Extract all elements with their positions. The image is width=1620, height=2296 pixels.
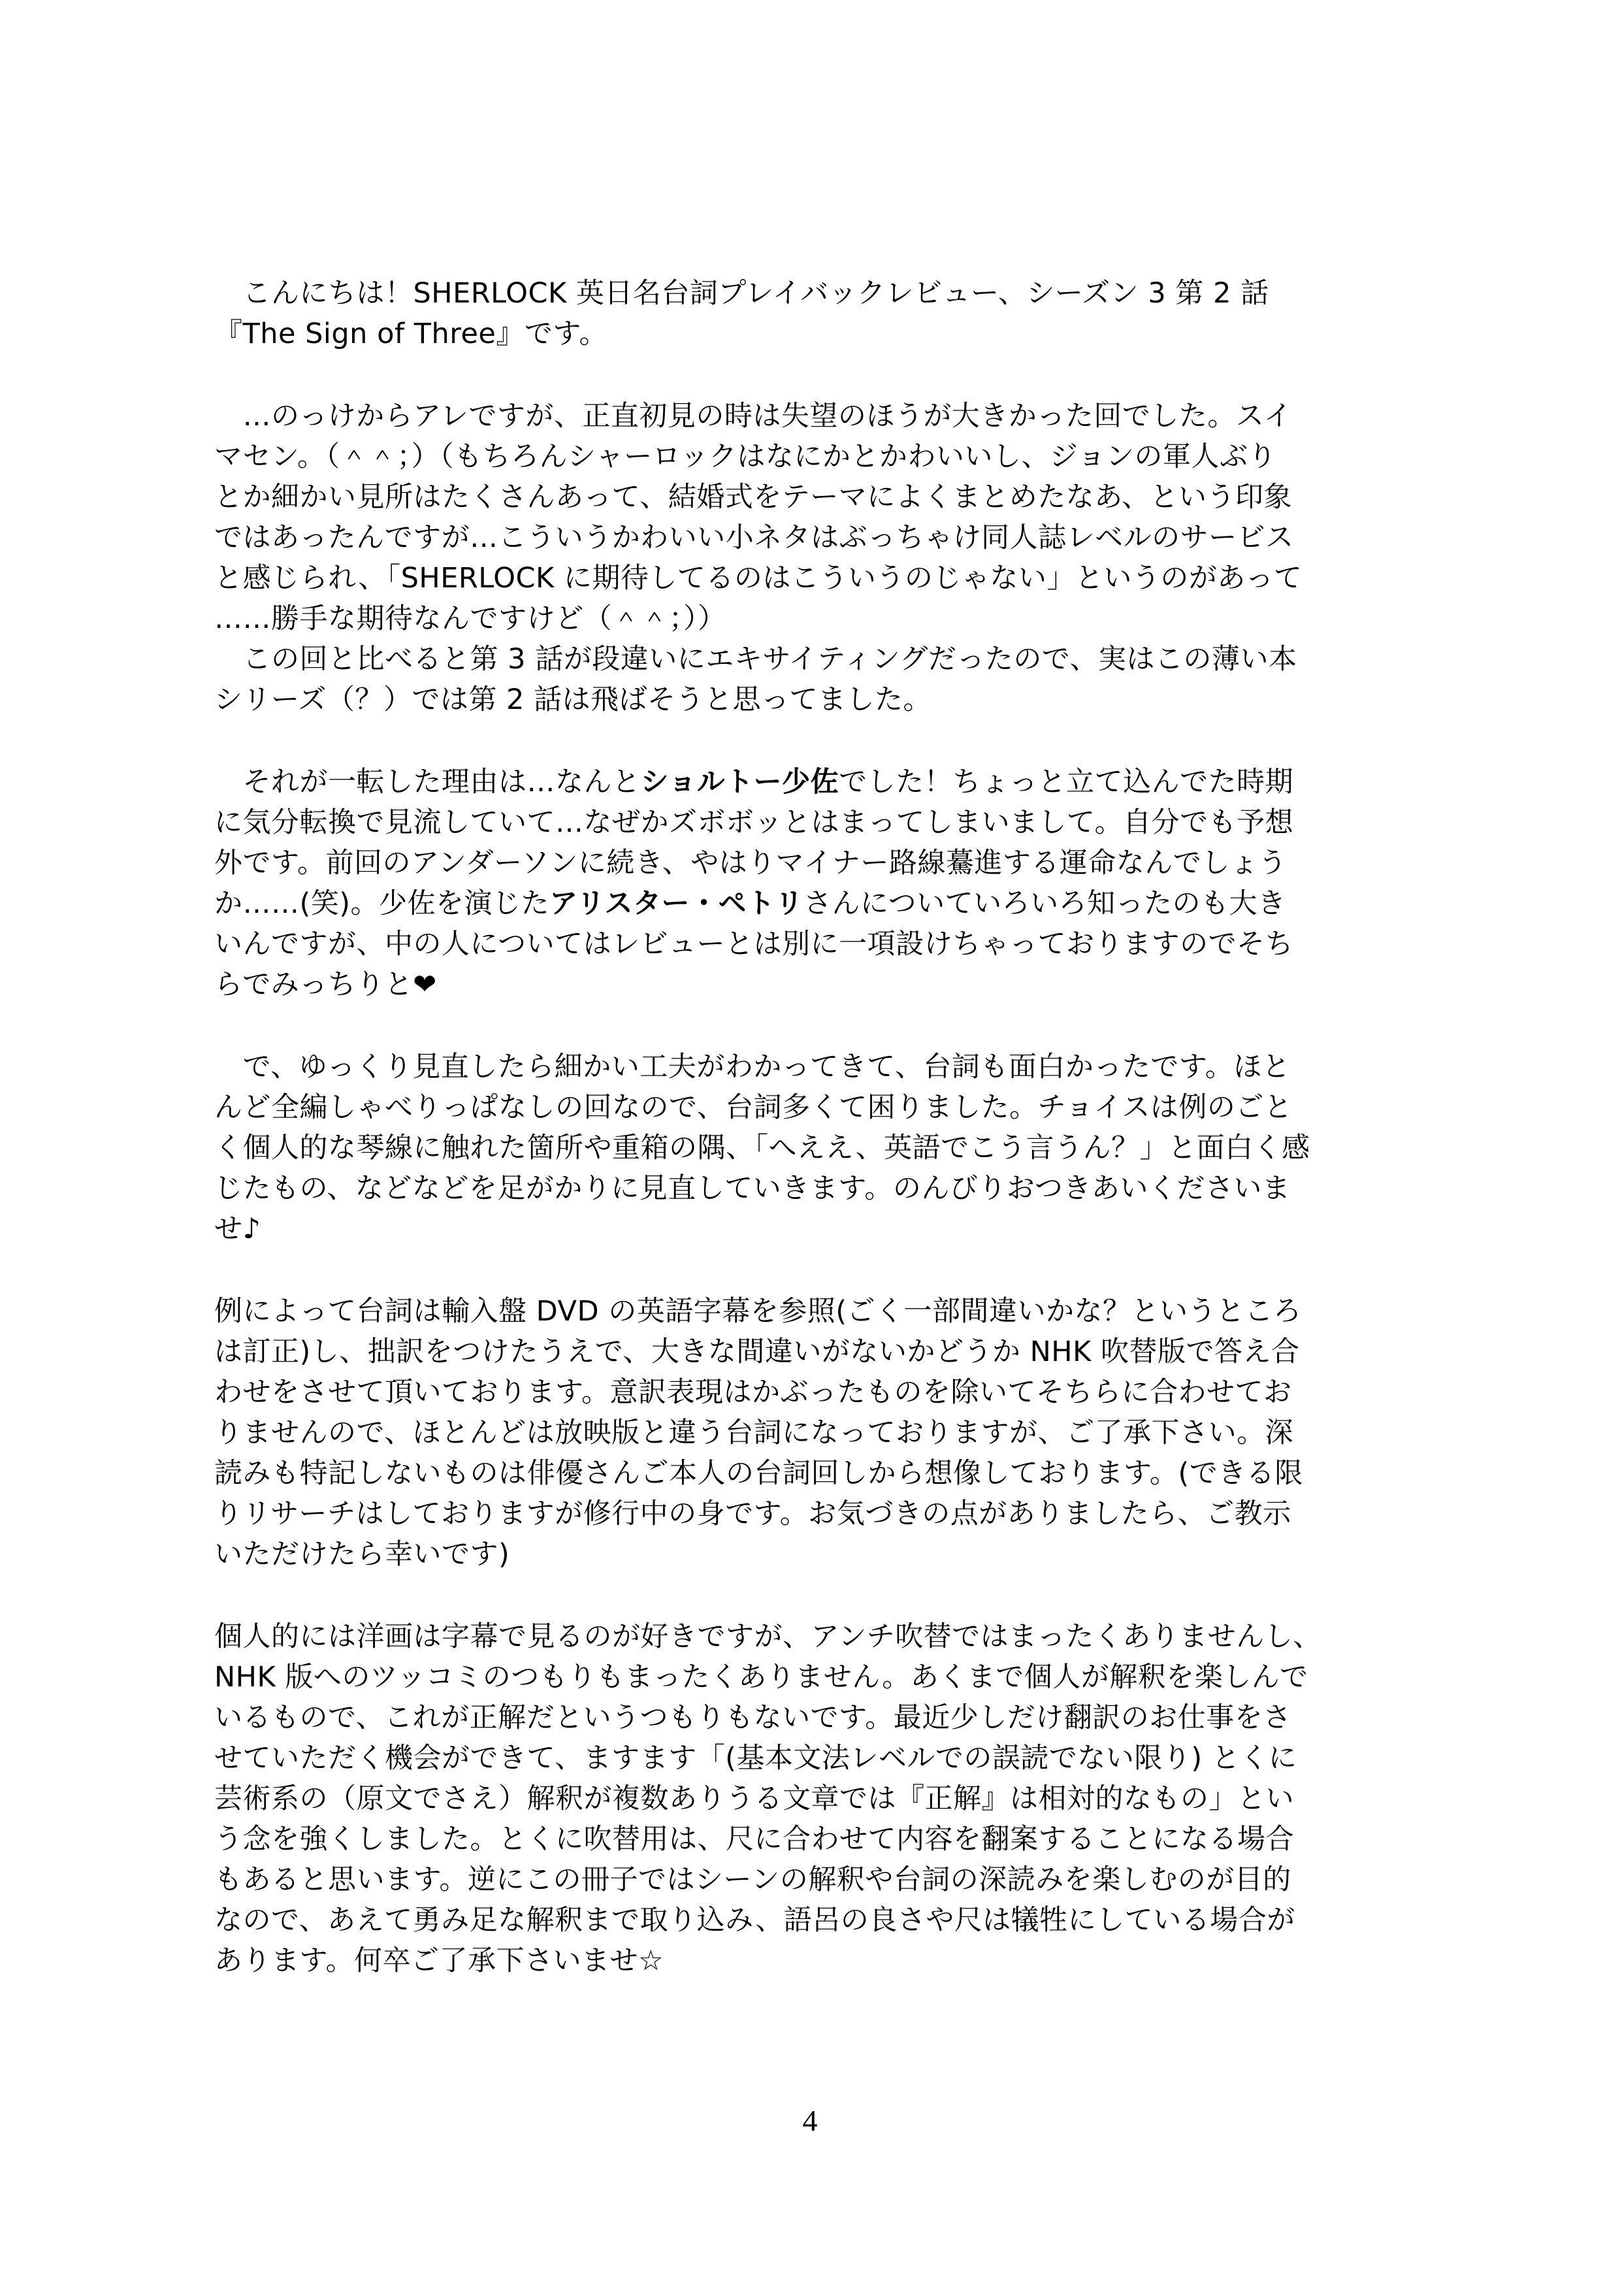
text-line: 個人的には洋画は字幕で見るのが好きですが、アンチ吹替ではまったくありませんし、 [214, 1620, 1321, 1653]
text-line: なので、あえて勇み足な解釈まで取り込み、語呂の良さや尺は犠牲にしている場合が [214, 1904, 1295, 1937]
text-line: マセン。（＾＾；）（もちろんシャーロックはなにかとかわいいし、ジョンの軍人ぶり [214, 440, 1276, 473]
text-segment: でした！ちょっと立て込んでた時期 [839, 766, 1294, 798]
body-text [214, 273, 1410, 1981]
paragraph-gap [214, 354, 1410, 396]
text-line: りませんので、ほとんどは放映版と違う台詞になっておりますが、ご了承下さい。深 [214, 1417, 1294, 1449]
emphasized-name: アリスター・ペトリ [549, 887, 803, 920]
text-line: 外です。前回のアンダーソンに続き、やはりマイナー路線驀進する運命なんでしょう [214, 847, 1287, 879]
text-line: う念を強くしました。とくに吹替用は、尺に合わせて内容を翻案することになる場合 [214, 1823, 1294, 1856]
text-line: わせをさせて頂いております。意訳表現はかぶったものを除いてそちらに合わせてお [214, 1376, 1292, 1409]
text-line: ではあったんですが…こういうかわいい小ネタはぶっちゃけ同人誌レベルのサービス [214, 521, 1294, 554]
text-line: く個人的な琴線に触れた箇所や重箱の隅、「へええ、英語でこう言うん？」と面白く感 [214, 1132, 1310, 1164]
paragraph-gap [214, 1575, 1410, 1616]
text-line: んど全編しゃべりっぱなしの回なので、台詞多くて困りました。チョイスは例のごと [214, 1091, 1293, 1124]
text-segment: それが一転した理由は…なんと [214, 766, 641, 798]
text-segment: か……(笑)。少佐を演じた [214, 887, 550, 920]
text-line: いるもので、これが正解だというつもりもないです。最近少しだけ翻訳のお仕事をさ [214, 1701, 1291, 1734]
page-number: 4 [802, 2104, 818, 2137]
text-line: 読みも特記しないものは俳優さんご本人の台詞回しから想像しております。(できる限 [214, 1457, 1303, 1490]
text-line: こんにちは！SHERLOCK 英日名台詞プレイバックレビュー、シーズン 3 第 2 話 [214, 277, 1269, 310]
text-line: 芸術系の（原文でさえ）解釈が複数ありうる文章では『正解』は相対的なもの」とい [214, 1782, 1294, 1815]
paragraph [214, 396, 1410, 720]
paragraph [214, 1291, 1410, 1575]
text-line [214, 762, 1410, 802]
paragraph-gap [214, 1249, 1410, 1291]
text-line: シリーズ（？）では第 2 話は飛ばそうと思ってました。 [214, 683, 932, 716]
text-line: と感じられ、「SHERLOCK に期待してるのはこういうのじゃない」というのがあって [214, 562, 1303, 595]
text-line: この回と比べると第 3 話が段違いにエキサイティングだったので、実はこの薄い本 [214, 643, 1297, 676]
paragraph [214, 1616, 1410, 1981]
text-line: 『The Sign of Three』です。 [214, 318, 608, 350]
text-line: とか細かい見所はたくさんあって、結婚式をテーマによくまとめたなあ、という印象 [214, 481, 1292, 514]
text-line: もあると思います。逆にこの冊子ではシーンの解釈や台詞の深読みを楽しむのが目的 [214, 1863, 1291, 1896]
text-line: らでみっちりと❤ [214, 968, 437, 1001]
text-line [214, 883, 1410, 924]
text-line: で、ゆっくり見直したら細かい工夫がわかってきて、台詞も面白かったです。ほと [214, 1051, 1291, 1083]
text-line: あります。何卒ご了承下さいませ☆ [214, 1944, 664, 1977]
paragraph [214, 1047, 1410, 1249]
text-line: ……勝手な期待なんですけど（＾＾；）） [214, 602, 726, 635]
paragraph [214, 762, 1410, 1005]
text-line: いただけたら幸いです) [214, 1538, 510, 1571]
text-line: 例によって台詞は輸入盤 DVD の英語字幕を参照(ごく一部間違いかな？というところ [214, 1295, 1302, 1328]
emphasized-name: ショルトー少佐 [640, 766, 839, 798]
paragraph [214, 273, 1410, 354]
paragraph-gap [214, 1005, 1410, 1047]
text-line: いんですが、中の人についてはレビューとは別に一項設けちゃっておりますのでそち [214, 928, 1294, 960]
text-line: NHK 版へのツッコミのつもりもまったくありません。あくまで個人が解釈を楽しんで [214, 1661, 1308, 1694]
text-line: せ♪ [214, 1213, 261, 1245]
text-segment: さんについていろいろ知ったのも大き [803, 887, 1286, 920]
text-line: じたもの、などなどを足がかりに見直していきます。のんびりおつきあいくださいま [214, 1172, 1291, 1205]
text-line: …のっけからアレですが、正直初見の時は失望のほうが大きかった回でした。スイ [214, 400, 1292, 433]
paragraph-gap [214, 720, 1410, 762]
text-line: に気分転換で見流していて…なぜかズボボッとはまってしまいまして。自分でも予想 [214, 806, 1294, 839]
text-line: せていただく機会ができて、ますます「(基本文法レベルでの誤読でない限り) とくに [214, 1742, 1297, 1775]
text-line: は訂正)し、拙訳をつけたうえで、大きな間違いがないかどうか NHK 吹替版で答え合 [214, 1336, 1300, 1368]
text-line: りリサーチはしておりますが修行中の身です。お気づきの点がありましたら、ご教示 [214, 1498, 1291, 1530]
